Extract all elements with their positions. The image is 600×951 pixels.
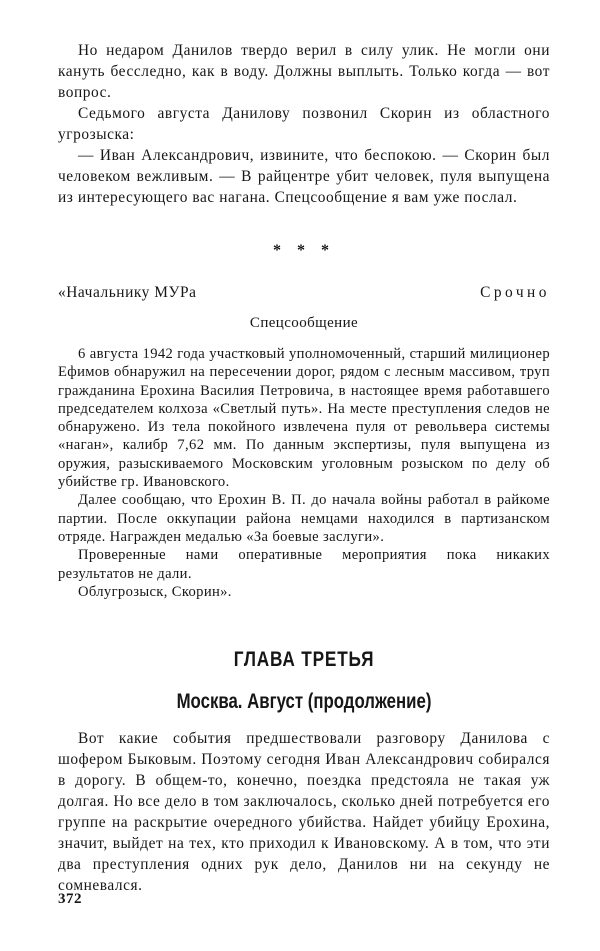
page-number: 372 bbox=[58, 891, 82, 907]
paragraph: — Иван Александрович, извините, что беспокою. — Скорин был человеком вежливым. — В райцентре убит человек, пуля выпущена из интересующего вас нагана. Спецсообщение я вам уже послал. bbox=[58, 147, 550, 206]
chapter-body bbox=[58, 728, 550, 896]
paragraph: Вот какие события предшествовали разговору Данилова с шофером Быковым. Поэтому сегодня Иван Александрович собирался в дорогу. В общем-то, конечно, поездка предстояла не такая уж долгая. Но все дело в том заключалось, сколько дней потребуется его группе на раскрытие очередного убийства. Найдет убийцу Ерохина, значит, выйдет на тех, кто приходил к Ивановскому. А в том, что эти два преступления одних рук дело, Данилов ни на секунду не сомневался. bbox=[58, 729, 550, 894]
paragraph: Но недаром Данилов твердо верил в силу улик. Не могли они кануть бесследно, как в воду. Должны выплыть. Только когда — вот вопрос. bbox=[58, 42, 550, 101]
dispatch-title: Спецсообщение bbox=[249, 315, 359, 331]
section-separator: * * * bbox=[273, 242, 335, 259]
intro-section bbox=[58, 40, 550, 208]
dispatch-addressee: «Начальнику МУРа bbox=[58, 284, 197, 301]
chapter-title: Москва. Август (продолжение) bbox=[176, 689, 432, 713]
dispatch-section bbox=[58, 282, 550, 601]
dispatch-paragraph: Далее сообщаю, что Ерохин В. П. до начала войны работал в райкоме партии. После оккупации района немцами находился в партизанском отряде. Награжден медалью «За боевые заслуги». bbox=[58, 492, 550, 545]
dispatch-paragraph: 6 августа 1942 года участковый уполномоченный, старший милиционер Ефимов обнаружил на пересечении дорог, рядом с лесным массивом, труп гражданина Ерохина Василия Петровича, в настоящее время работавшего председателем колхоза «Светлый путь». На месте преступления следов не обнаружено. Из тела покойного извлечена пуля от револьвера системы «наган», калибр 7,62 мм. По данным экспертизы, пуля выпущена из оружия, разыскиваемого Московским уголовным розыском по делу об убийстве гр. Ивановского. bbox=[58, 346, 550, 491]
book-page bbox=[58, 40, 550, 896]
dispatch-paragraph: Проверенные нами оперативные мероприятия пока никаких результатов не дали. bbox=[58, 547, 550, 582]
dispatch-urgency: Срочно bbox=[480, 284, 550, 301]
chapter-number: ГЛАВА ТРЕТЬЯ bbox=[233, 648, 375, 672]
dispatch-signature: Облугрозыск, Скорин». bbox=[78, 583, 232, 600]
paragraph: Седьмого августа Данилову позвонил Скорин из областного угрозыска: bbox=[58, 105, 550, 143]
dispatch-header bbox=[58, 282, 550, 303]
